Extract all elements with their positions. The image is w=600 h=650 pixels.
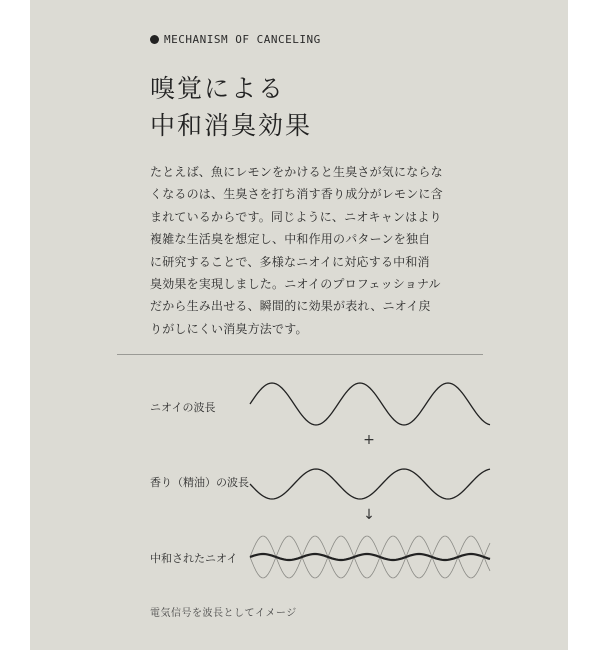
ghost-odor-wave-line (250, 536, 490, 578)
section-label-text: MECHANISM OF CANCELING (164, 33, 321, 46)
page-title (150, 70, 312, 144)
body-line: に研究することで、多様なニオイに対応する中和消 (150, 254, 430, 269)
ghost-scent-wave-line (250, 536, 490, 578)
odor-wave-label: ニオイの波長 (150, 401, 216, 414)
neutral-wave (250, 532, 490, 582)
neutral-wave-label: 中和されたニオイ (150, 552, 238, 565)
diagram-caption: 電気信号を波長としてイメージ (150, 608, 297, 619)
body-line: くなるのは、生臭さを打ち消す香り成分がレモンに含 (150, 187, 443, 202)
scent-wave-line (250, 469, 490, 499)
body-line: りがしにくい消臭方法です。 (150, 321, 308, 336)
title-line-2: 中和消臭効果 (150, 111, 313, 140)
neutralized-wave-line (250, 554, 490, 560)
down-arrow-icon: ↓ (363, 507, 375, 523)
title-line-1: 嗅覚による (150, 74, 286, 103)
bullet-dot-icon (150, 35, 159, 44)
odor-wave-line (250, 383, 490, 425)
body-line: たとえば、魚にレモンをかけると生臭さが気にならな (150, 165, 443, 179)
odor-wave (250, 379, 490, 429)
body-line: 複雑な生活臭を想定し、中和作用のパターンを独自 (150, 232, 431, 247)
scent-wave (250, 464, 490, 504)
section-label (150, 33, 321, 46)
body-line: だから生み出せる、瞬間的に効果が表れ、ニオイ戻 (150, 299, 431, 314)
section-divider (117, 354, 483, 355)
body-line: まれているからです。同じように、ニオキャンはより (150, 209, 442, 224)
scent-wave-label: 香り（精油）の波長 (150, 476, 249, 489)
body-paragraph (150, 161, 460, 340)
plus-symbol: + (363, 432, 375, 448)
body-line: 臭効果を実現しました。ニオイのプロフェッショナル (150, 277, 441, 292)
